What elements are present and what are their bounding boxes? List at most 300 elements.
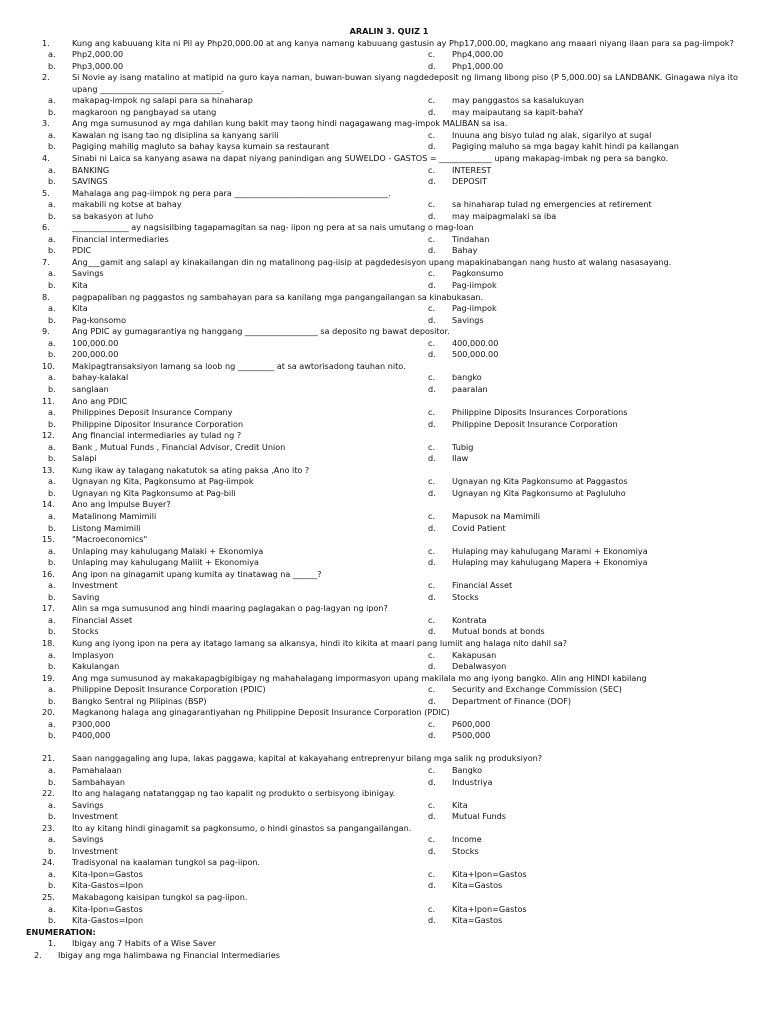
choice-letter: c. [428,614,436,625]
choice-text: Ugnayan ng Kita, Pagkonsumo at Pag-iimpok [72,476,254,487]
enumeration-text: Ibigay ang mga halimbawa ng Financial Intermediaries [58,949,281,960]
choice-letter: d. [428,487,436,498]
choice-text: Bank , Mutual Funds , Financial Advisor, Credit Union [72,441,286,452]
choice-letter: c. [428,580,436,591]
question-text: upang ______________________________. [72,83,225,94]
question-text: Ang PDIC ay gumagarantiya ng hanggang __________________ sa deposito ng bawat depositor. [72,326,450,337]
question-number: 18. [42,637,55,648]
choice-letter: d. [428,141,436,152]
question-block [0,153,768,188]
choice-text: Bangko [452,765,483,775]
question-text: Alin sa mga sumusunod ang hindi maaring paglagakan o pag-lagyan ng ipon? [72,603,388,614]
choice-letter: b. [48,591,56,602]
choice-text: P300,000 [72,718,111,729]
choice-letter: c. [428,903,436,914]
choice-text: Sambahayan [72,776,126,787]
question-number: 20. [42,707,55,718]
question-text: Makabagong kaisipan tungkol sa pag-iipon. [72,892,248,903]
question-number: 13. [42,464,55,475]
choice-row [0,476,768,488]
choice-text: Financial Asset [452,580,513,591]
choice-text: P500,000 [452,730,491,741]
choice-row [0,141,768,153]
choice-text: Ugnayan ng Kita Pagkonsumo at Paggastos [452,476,628,487]
choice-text: PDIC [72,245,92,256]
choice-letter: d. [428,210,436,221]
question-number: 16. [42,568,55,579]
choice-text: Investment [72,845,118,856]
choice-text: INTEREST [452,164,492,175]
choice-letter: d. [428,557,436,568]
choice-row [0,442,768,454]
question-text: Kung ang iyong ipon na pera ay itatago lamang sa alkansya, hindi ito kikita at maari pang lumiit ang halaga nito dahil sa? [72,637,567,648]
choice-row [0,199,768,211]
choice-letter: b. [48,106,56,117]
choice-row [0,338,768,350]
question-text: ______________ ay nagsisilbing tagapamagitan sa nag- iipon ng pera at sa nais umutang o mag-loan [72,222,474,233]
choice-letter: b. [48,60,56,71]
choice-row [0,372,768,384]
choice-letter: b. [48,776,56,787]
choice-text: Mapusok na Mamimili [452,510,541,521]
choice-text: Php2,000.00 [72,49,124,60]
choice-row [0,107,768,119]
choice-text: Kita-Ipon=Gastos [72,868,143,879]
choice-letter: d. [428,245,436,256]
choice-text: Bahay [452,245,478,256]
enumeration-item [0,950,768,962]
choice-letter: c. [428,834,436,845]
choice-text: Savings [452,314,484,325]
question-number: 22. [42,788,55,799]
choice-row [0,303,768,315]
question-text: Mahalaga ang pag-iimpok ng pera para ______________________________________. [72,187,391,198]
choice-letter: a. [48,95,56,106]
choice-text: Department of Finance (DOF) [452,695,572,706]
choice-text: sa hinaharap tulad ng emergencies at retirement [452,199,652,210]
choice-letter: b. [48,880,56,891]
choice-letter: a. [48,834,56,845]
question-block [0,499,768,534]
choice-letter: b. [48,522,56,533]
choice-row [0,765,768,777]
choice-text: Philippine Dipositor Insurance Corporation [72,418,244,429]
choice-letter: c. [428,233,436,244]
question-number: 2. [42,72,50,83]
choice-letter: d. [428,591,436,602]
question-block [0,222,768,257]
choice-letter: c. [428,545,436,556]
choice-letter: a. [48,510,56,521]
choice-text: Security and Exchange Commission (SEC) [452,684,622,695]
choice-letter: c. [428,868,436,879]
question-block [0,292,768,327]
choice-row [0,719,768,731]
question-number: 1. [42,37,50,48]
question-row [0,603,768,615]
choice-text: Covid Patient [452,522,506,533]
choice-letter: d. [428,661,436,672]
choice-text: Matalinong Mamimili [72,510,157,521]
question-row [0,257,768,269]
choice-letter: a. [48,164,56,175]
choice-letter: d. [428,60,436,71]
question-row [0,222,768,234]
choice-text: Investment [72,811,118,822]
choice-text: Hulaping may kahulugang Mapera + Ekonomiya [452,557,648,568]
question-block [0,326,768,361]
enumeration-heading [0,927,768,939]
choice-letter: a. [48,684,56,695]
choice-text: Kita [72,303,88,314]
choice-letter: b. [48,383,56,394]
question-text: Ito ay kitang hindi ginagamit sa pagkonsumo, o hindi ginastos sa pangangailangan. [72,822,412,833]
choice-text: Kita-Gastos=Ipon [72,915,144,926]
choice-row [0,800,768,812]
choice-letter: d. [428,280,436,291]
choice-row [0,811,768,823]
choice-text: Mutual Funds [452,811,507,822]
choice-text: Kita=Gastos [452,880,503,891]
choice-letter: b. [48,811,56,822]
question-number: 6. [42,222,50,233]
choice-text: Kita=Gastos [452,915,503,926]
question-number: 15. [42,534,55,545]
choice-letter: b. [48,915,56,926]
question-text: Ang ipon na ginagamit upang kumita ay tinatawag na ______? [72,568,322,579]
choice-text: 500,000.00 [452,349,499,360]
choice-letter: c. [428,407,436,418]
choice-row [0,95,768,107]
choice-text: Stocks [452,591,479,602]
choice-letter: c. [428,49,436,60]
choice-text: Saving [72,591,100,602]
question-row [0,361,768,373]
question-number: 10. [42,360,55,371]
question-number: 17. [42,603,55,614]
choice-letter: c. [428,718,436,729]
choice-text: BANKING [72,164,110,175]
question-block [0,118,768,153]
choice-letter: c. [428,337,436,348]
question-number: 24. [42,857,55,868]
question-block [0,892,768,927]
choice-letter: b. [48,453,56,464]
choice-text: 200,000.00 [72,349,119,360]
question-block [0,72,768,118]
choice-row [0,730,768,742]
choice-text: Pag-iimpok [452,280,497,291]
choice-text: Kita-Ipon=Gastos [72,903,143,914]
choice-text: Bangko Sentral ng Pilipinas (BSP) [72,695,207,706]
choice-text: Kita+Ipon=Gastos [452,903,527,914]
choice-letter: c. [428,129,436,140]
choice-letter: d. [428,106,436,117]
question-block [0,823,768,858]
choice-letter: a. [48,868,56,879]
choice-letter: a. [48,649,56,660]
choice-row [0,661,768,673]
choice-letter: c. [428,372,436,383]
question-row [0,430,768,442]
question-row [0,326,768,338]
choice-text: Savings [72,834,104,845]
choice-row [0,407,768,419]
question-row [0,788,768,800]
choice-text: P600,000 [452,718,491,729]
question-text: Ang mga sumusunod ay makakapagbigibigay ng mahahalagang impormasyon upang makilala mo ang iyong bangko. Alin ang HINDI kabilang [72,672,647,683]
choice-row [0,49,768,61]
question-block [0,603,768,638]
choice-text: Salapi [72,453,97,464]
enumeration-number: 1. [48,938,56,949]
choice-letter: b. [48,487,56,498]
question-row [0,857,768,869]
choice-letter: a. [48,407,56,418]
choice-row [0,915,768,927]
choice-text: Php1,000.00 [452,60,504,71]
choice-text: Mutual bonds at bonds [452,626,545,637]
choice-letter: c. [428,303,436,314]
choice-letter: a. [48,476,56,487]
choice-text: Savings [72,268,104,279]
choice-row [0,615,768,627]
choice-row [0,650,768,662]
question-number: 14. [42,499,55,510]
choice-text: Kita-Gastos=Ipon [72,880,144,891]
choice-text: sa bakasyon at luho [72,210,154,221]
question-row [0,892,768,904]
choice-text: sanglaan [72,383,109,394]
question-text: Makipagtransaksiyon lamang sa loob ng _________ at sa awtorisadong tauhan nito. [72,360,406,371]
choice-row [0,523,768,535]
choice-row [0,211,768,223]
quiz-document [0,26,768,961]
choice-text: Tindahan [452,233,490,244]
choice-letter: d. [428,626,436,637]
quiz-title: ARALIN 3. QUIZ 1 [349,26,429,36]
choice-row [0,511,768,523]
question-text: Kung ikaw ay talagang nakatutok sa ating paksa ,Ano ito ? [72,464,310,475]
choice-text: magkaroon ng pangbayad sa utang [72,106,217,117]
choice-text: Industriya [452,776,493,787]
choice-letter: c. [428,268,436,279]
question-block [0,38,768,73]
question-number: 11. [42,395,55,406]
choice-letter: d. [428,695,436,706]
choice-letter: c. [428,441,436,452]
choice-text: Savings [72,799,104,810]
choice-text: Ugnayan ng Kita Pagkonsumo at Pagluluho [452,487,626,498]
choice-letter: a. [48,337,56,348]
question-number: 3. [42,118,50,129]
choice-letter: a. [48,765,56,775]
choice-text: Ugnayan ng Kita Pagkonsumo at Pag-bili [72,487,236,498]
choice-row [0,880,768,892]
question-block [0,638,768,673]
choice-letter: a. [48,580,56,591]
choice-row [0,268,768,280]
choice-letter: d. [428,811,436,822]
choice-letter: d. [428,522,436,533]
choice-text: Pagiging mahilig magluto sa bahay kaysa kumain sa restaurant [72,141,330,152]
choice-row [0,777,768,789]
choice-row [0,546,768,558]
question-block [0,361,768,396]
question-number: 8. [42,291,50,302]
choice-text: Kita [452,799,468,810]
choice-row [0,453,768,465]
choice-letter: d. [428,383,436,394]
question-text: pagpapaliban ng paggastos ng sambahayan para sa kanilang mga pangangailangan sa kinabukasan. [72,291,484,302]
choice-letter: b. [48,141,56,152]
question-row [0,38,768,50]
choice-letter: c. [428,164,436,175]
choice-letter: c. [428,649,436,660]
choice-letter: a. [48,903,56,914]
choice-text: Php3,000.00 [72,60,124,71]
choice-letter: b. [48,626,56,637]
choice-row [0,234,768,246]
choice-row [0,280,768,292]
question-text: "Macroeconomics" [72,534,148,545]
choice-letter: c. [428,476,436,487]
question-row [0,396,768,408]
choice-text: Income [452,834,482,845]
question-number: 25. [42,892,55,903]
choice-row [0,419,768,431]
question-text: Ano ang PDIC [72,395,128,406]
choice-letter: d. [428,314,436,325]
question-number: 21. [42,753,55,764]
question-block [0,188,768,223]
choice-row [0,349,768,361]
choice-text: Philippine Deposit Insurance Corporation (PDIC) [72,684,266,695]
choice-letter: a. [48,268,56,279]
question-number: 7. [42,256,50,267]
choice-letter: a. [48,545,56,556]
choice-text: Kakapusan [452,649,497,660]
choice-row [0,165,768,177]
question-block [0,534,768,569]
question-row [0,569,768,581]
choice-text: Kita [72,280,88,291]
choice-text: Stocks [452,845,479,856]
choice-letter: d. [428,349,436,360]
choice-row [0,592,768,604]
choice-letter: c. [428,199,436,210]
choice-text: Implasyon [72,649,114,660]
choice-text: may panggastos sa kasalukuyan [452,95,585,106]
choice-row [0,684,768,696]
choice-row [0,176,768,188]
choice-text: Investment [72,580,118,591]
choice-row [0,869,768,881]
question-block [0,465,768,500]
choice-text: bangko [452,372,482,383]
question-block [0,569,768,604]
question-text: Ang___gamit ang salapi ay kinakailangan din ng matalinong pag-iisip at pagdedesisyon upang mapakinabangan nang husto at walang nasasayang. [72,256,672,267]
question-row [0,534,768,546]
question-row [0,188,768,200]
choice-letter: d. [428,176,436,187]
choice-letter: c. [428,799,436,810]
enumeration-text: Ibigay ang 7 Habits of a Wise Saver [72,938,217,949]
enumeration-number: 2. [34,949,42,960]
choice-text: Stocks [72,626,99,637]
question-row [0,707,768,719]
choice-text: Philippines Deposit Insurance Company [72,407,233,418]
question-text: Kung ang kabuuang kita ni Pil ay Php20,000.00 at ang kanya namang kabuuang gastusin ay Php17,000.00, magkano ang maaari niyang ilaan para sa pag-iimpok? [72,37,734,48]
choice-text: Philippine Diposits Insurances Corporations [452,407,628,418]
choice-text: Financial Asset [72,614,133,625]
choice-letter: d. [428,418,436,429]
choice-text: Unlaping may kahulugang Maliit + Ekonomiya [72,557,259,568]
choice-letter: a. [48,129,56,140]
choice-text: Kakulangan [72,661,120,672]
question-text: Ito ang halagang natatanggap ng tao kapalit ng produkto o serbisyong ibinigay. [72,788,396,799]
question-text: Ano ang Impulse Buyer? [72,499,171,510]
choice-letter: a. [48,441,56,452]
choice-letter: a. [48,49,56,60]
choice-text: Inuuna ang bisyo tulad ng alak, sigarilyo at sugal [452,129,652,140]
choice-row [0,696,768,708]
choice-text: Php4,000.00 [452,49,504,60]
choice-letter: b. [48,176,56,187]
question-text: Tradisyonal na kaalaman tungkol sa pag-iipon. [72,857,261,868]
choice-row [0,384,768,396]
choice-text: Ilaw [452,453,469,464]
question-number: 9. [42,326,50,337]
choice-letter: b. [48,730,56,741]
choice-row [0,557,768,569]
choice-letter: c. [428,765,436,775]
question-block [0,788,768,823]
choice-letter: b. [48,661,56,672]
question-block [0,257,768,292]
choice-text: bahay-kalakal [72,372,129,383]
choice-text: Kontrata [452,614,487,625]
choice-text: Listong Mamimili [72,522,141,533]
choice-letter: a. [48,614,56,625]
choice-text: Pagkonsumo [452,268,504,279]
choice-text: makapag-impok ng salapi para sa hinaharap [72,95,253,106]
choice-row [0,834,768,846]
choice-text: 400,000.00 [452,337,499,348]
enumeration-heading-text: ENUMERATION: [26,926,96,937]
choice-letter: c. [428,510,436,521]
choice-letter: b. [48,418,56,429]
choice-row [0,61,768,73]
question-text: Ang mga sumusunod ay mga dahilan kung bakit may taong hindi nagagawang mag-impok MALIBAN sa isa. [72,118,508,129]
choice-letter: b. [48,314,56,325]
choice-letter: b. [48,210,56,221]
choice-text: Pamahalaan [72,765,122,775]
choice-text: Philippine Deposit Insurance Corporation [452,418,618,429]
choice-letter: b. [48,349,56,360]
choice-letter: d. [428,730,436,741]
question-number: 5. [42,187,50,198]
question-row [0,292,768,304]
spacer [0,742,768,754]
choice-text: Kita+Ipon=Gastos [452,868,527,879]
question-number: 4. [42,153,50,164]
choice-text: P400,000 [72,730,111,741]
choice-text: Financial intermediaries [72,233,169,244]
choice-letter: a. [48,372,56,383]
choice-letter: d. [428,880,436,891]
choice-letter: b. [48,695,56,706]
